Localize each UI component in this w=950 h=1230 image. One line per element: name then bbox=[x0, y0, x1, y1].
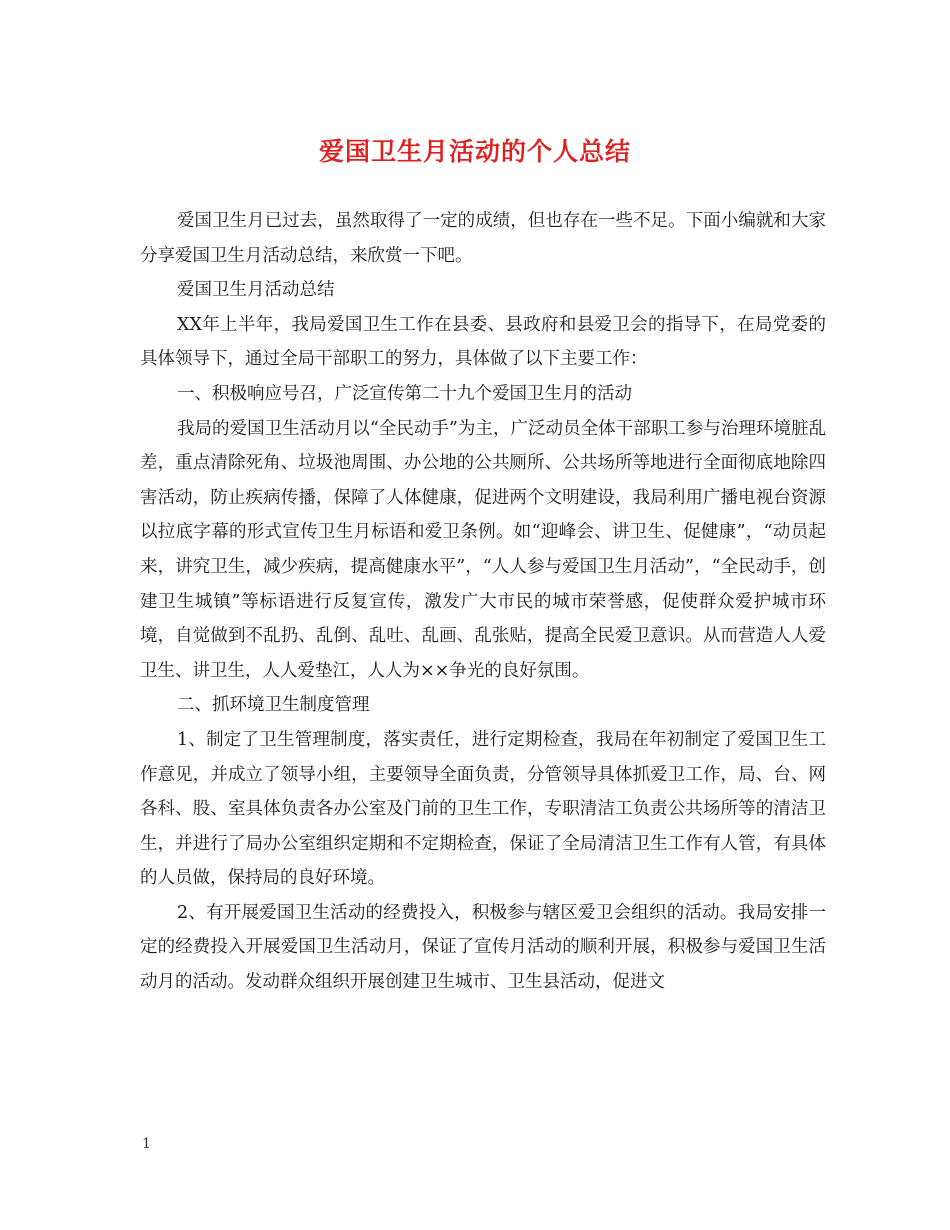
document-title: 爱国卫生月活动的个人总结 bbox=[318, 137, 631, 166]
paragraph-item-2: 2、有开展爱国卫生活动的经费投入，积极参与辖区爱卫会组织的活动。我局安排一定的经费投入开展爱国卫生活动月，保证了宣传月活动的顺利开展，积极参与爱国卫生活动月的活动。发动群众组织开展创建卫生城市、卫生县活动，促进文 bbox=[140, 902, 826, 993]
paragraph-intro: 爱国卫生月已过去，虽然取得了一定的成绩，但也存在一些不足。下面小编就和大家分享爱国卫生月活动总结，来欣赏一下吧。 bbox=[140, 211, 826, 266]
section-heading-2: 二、抓环境卫生制度管理 bbox=[177, 695, 370, 716]
section-heading-1: 一、积极响应号召，广泛宣传第二十九个爱国卫生月的活动 bbox=[177, 383, 632, 404]
paragraph-item-1: 1、制定了卫生管理制度，落实责任，进行定期检查，我局在年初制定了爱国卫生工作意见，并成立了领导小组，主要领导全面负责，分管领导具体抓爱卫工作，局、台、网各科、股、室具体负责各办公室及门前的卫生工作，专职清洁工负责公共场所等的清洁卫生，并进行了局办公室组织定期和不定期检查，保证了全局清洁卫生工作有人管，有具体的人员做，保持局的良好环境。 bbox=[140, 729, 826, 889]
paragraph-section-1: 我局的爱国卫生活动月以“全民动手”为主，广泛动员全体干部职工参与治理环境脏乱差，重点清除死角、垃圾池周围、办公地的公共厕所、公共场所等地进行全面彻底地除四害活动，防止疾病传播，保障了人体健康，促进两个文明建设，我局利用广播电视台资源以拉底字幕的形式宣传卫生月标语和爱卫条例。如“迎峰会、讲卫生、促健康”，“动员起来，讲究卫生，减少疾病，提高健康水平”，“人人参与爱国卫生月活动”，“全民动手，创建卫生城镇”等标语进行反复宣传，激发广大市民的城市荣誉感，促使群众爱护城市环境，自觉做到不乱扔、乱倒、乱吐、乱画、乱张贴，提高全民爱卫意识。从而营造人人爱卫生、讲卫生，人人爱垫江，人人为××争光的良好氛围。 bbox=[140, 418, 826, 681]
paragraph-overview: XX年上半年，我局爱国卫生工作在县委、县政府和县爱卫会的指导下，在局党委的具体领导下，通过全局干部职工的努力，具体做了以下主要工作： bbox=[140, 314, 826, 370]
page-number: 1 bbox=[142, 1136, 151, 1152]
paragraph-subtitle: 爱国卫生月活动总结 bbox=[177, 280, 335, 301]
document-body bbox=[140, 204, 826, 1000]
